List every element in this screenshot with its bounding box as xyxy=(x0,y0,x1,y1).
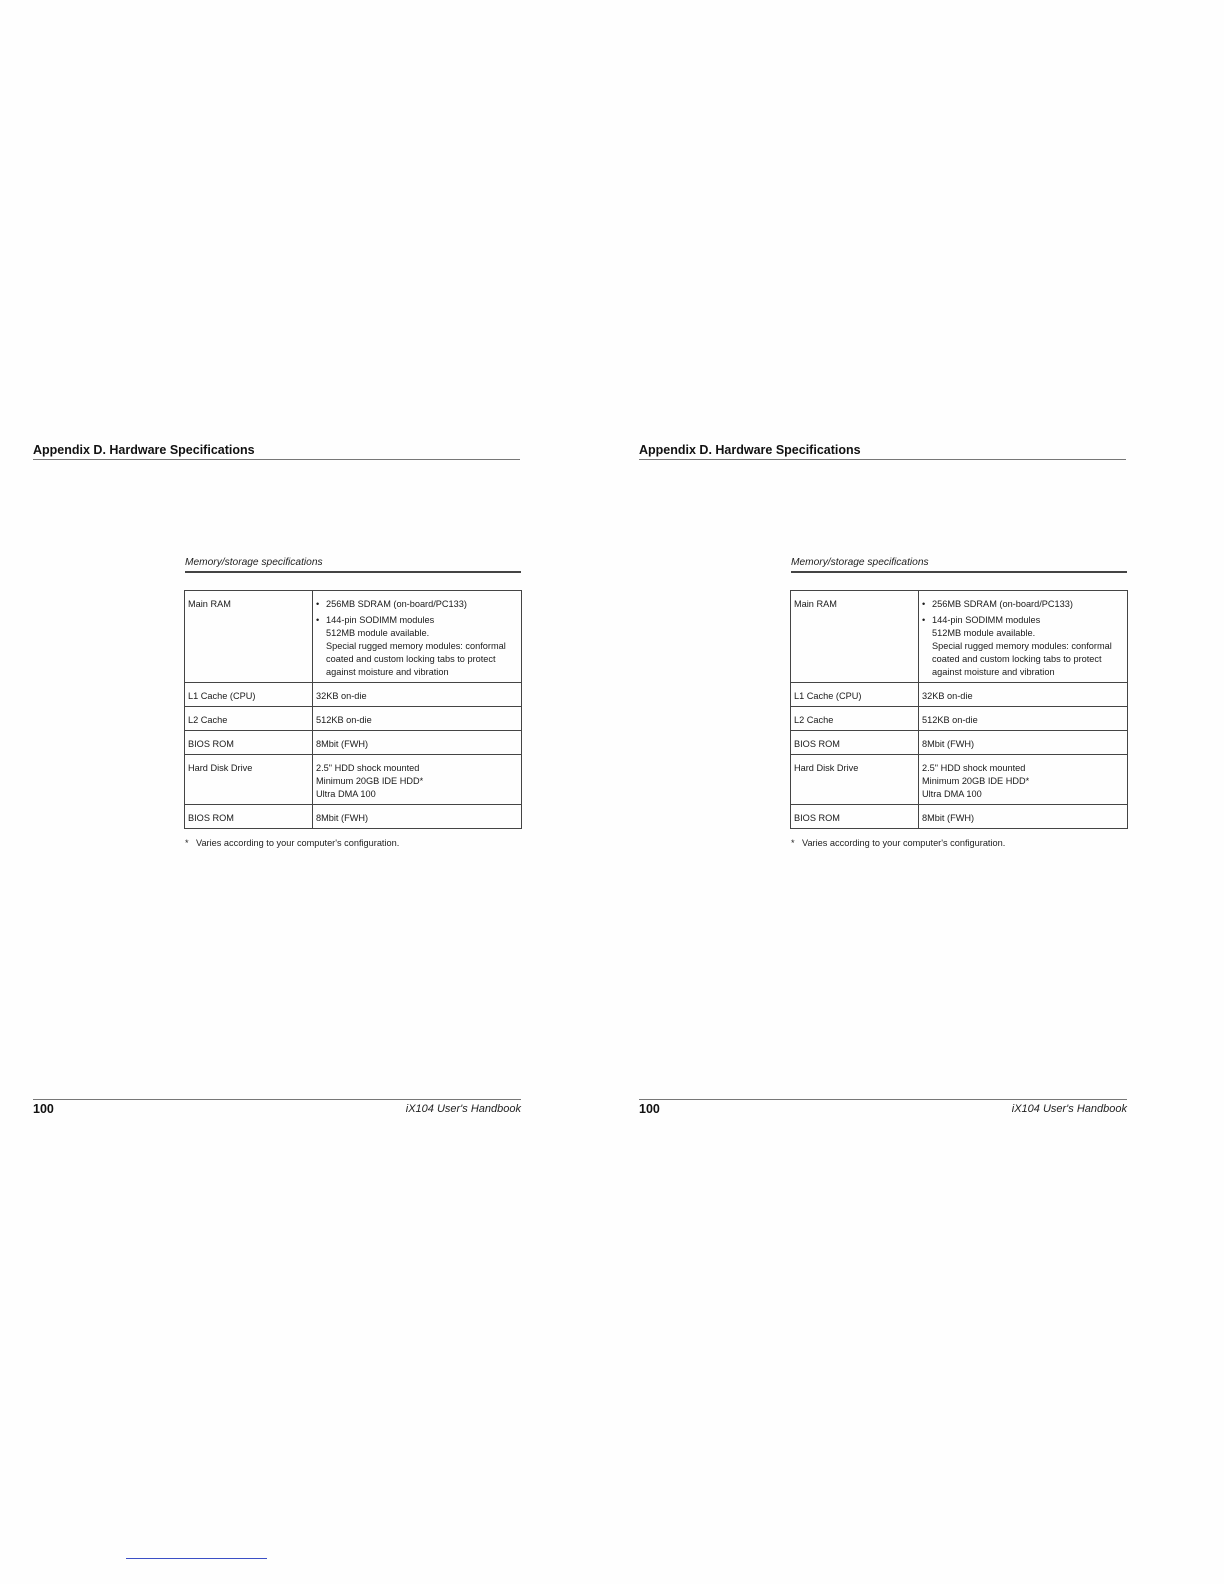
caption-rule xyxy=(185,571,521,573)
row-label: BIOS ROM xyxy=(185,805,313,829)
row-label: Hard Disk Drive xyxy=(185,755,313,805)
footnote xyxy=(791,838,1005,848)
spec-table xyxy=(790,590,1128,829)
row-value: 8Mbit (FWH) xyxy=(313,731,522,755)
row-label: Main RAM xyxy=(791,591,919,683)
right-page xyxy=(606,0,1218,1584)
stray-underline xyxy=(126,1558,267,1559)
table-row xyxy=(185,805,522,829)
footnote-marker: * xyxy=(185,838,189,848)
table-row xyxy=(791,731,1128,755)
table-row xyxy=(791,707,1128,731)
table-row xyxy=(185,755,522,805)
row-label: L2 Cache xyxy=(791,707,919,731)
main-ram-line-2: 512MB module available. xyxy=(326,628,430,638)
row-label: L1 Cache (CPU) xyxy=(185,683,313,707)
spec-table xyxy=(184,590,522,829)
main-ram-bullet-1: • 256MB SDRAM (on-board/PC133) xyxy=(316,598,518,611)
book-title: iX104 User's Handbook xyxy=(1011,1103,1127,1115)
row-label: BIOS ROM xyxy=(185,731,313,755)
main-ram-bullet-2: • 144-pin SODIMM modules xyxy=(922,614,1124,627)
book-title: iX104 User's Handbook xyxy=(405,1103,521,1115)
main-ram-line-5: against moisture and vibration xyxy=(326,667,449,677)
page-number: 100 xyxy=(33,1102,54,1116)
page-number: 100 xyxy=(639,1102,660,1116)
table-row xyxy=(185,683,522,707)
table-row xyxy=(791,805,1128,829)
row-label: L2 Cache xyxy=(185,707,313,731)
table-caption: Memory/storage specifications xyxy=(185,557,323,568)
row-label: Main RAM xyxy=(185,591,313,683)
row-value xyxy=(313,755,522,805)
row-value: 32KB on-die xyxy=(919,683,1128,707)
footer-rule xyxy=(639,1099,1127,1100)
row-label: L1 Cache (CPU) xyxy=(791,683,919,707)
footnote-text: Varies according to your computer's configuration. xyxy=(802,838,1006,848)
main-ram-bullet-1: • 256MB SDRAM (on-board/PC133) xyxy=(922,598,1124,611)
caption-rule xyxy=(791,571,1127,573)
table-row xyxy=(791,683,1128,707)
row-value xyxy=(313,591,522,683)
row-label: BIOS ROM xyxy=(791,805,919,829)
main-ram-line-2: 512MB module available. xyxy=(932,628,1036,638)
footnote-text: Varies according to your computer's configuration. xyxy=(196,838,400,848)
row-value: 8Mbit (FWH) xyxy=(919,805,1128,829)
table-row xyxy=(185,591,522,683)
row-label: BIOS ROM xyxy=(791,731,919,755)
hdd-line-1: 2.5" HDD shock mounted xyxy=(316,763,420,773)
header-rule xyxy=(639,459,1126,460)
row-label: Hard Disk Drive xyxy=(791,755,919,805)
table-caption: Memory/storage specifications xyxy=(791,557,929,568)
row-value: 512KB on-die xyxy=(919,707,1128,731)
hdd-line-2: Minimum 20GB IDE HDD* xyxy=(922,776,1030,786)
hdd-line-2: Minimum 20GB IDE HDD* xyxy=(316,776,424,786)
row-value: 512KB on-die xyxy=(313,707,522,731)
hdd-line-3: Ultra DMA 100 xyxy=(316,789,376,799)
footnote-marker: * xyxy=(791,838,795,848)
header-title: Appendix D. Hardware Specifications xyxy=(33,443,255,457)
header-title: Appendix D. Hardware Specifications xyxy=(639,443,861,457)
main-ram-line-5: against moisture and vibration xyxy=(932,667,1055,677)
row-value xyxy=(919,591,1128,683)
footnote xyxy=(185,838,399,848)
footer-rule xyxy=(33,1099,521,1100)
main-ram-line-4: coated and custom locking tabs to protect xyxy=(326,654,496,664)
table-row xyxy=(791,591,1128,683)
row-value: 32KB on-die xyxy=(313,683,522,707)
row-value xyxy=(919,755,1128,805)
main-ram-line-4: coated and custom locking tabs to protect xyxy=(932,654,1102,664)
table-row xyxy=(791,755,1128,805)
table-row xyxy=(185,707,522,731)
row-value: 8Mbit (FWH) xyxy=(919,731,1128,755)
hdd-line-3: Ultra DMA 100 xyxy=(922,789,982,799)
table-row xyxy=(185,731,522,755)
main-ram-line-3: Special rugged memory modules: conformal xyxy=(326,641,506,651)
hdd-line-1: 2.5" HDD shock mounted xyxy=(922,763,1026,773)
row-value: 8Mbit (FWH) xyxy=(313,805,522,829)
main-ram-line-3: Special rugged memory modules: conformal xyxy=(932,641,1112,651)
main-ram-bullet-2: • 144-pin SODIMM modules xyxy=(316,614,518,627)
header-rule xyxy=(33,459,520,460)
